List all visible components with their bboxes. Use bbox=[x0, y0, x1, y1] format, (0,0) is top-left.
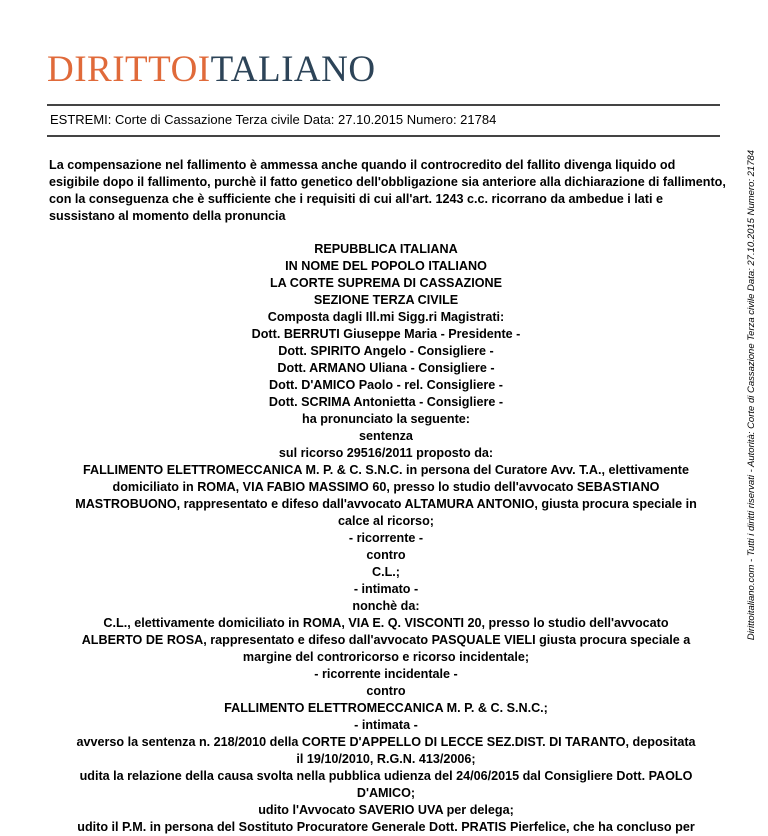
sentence-line: margine del controricorso e ricorso incidentale; bbox=[242, 650, 530, 664]
sentence-line: avverso la sentenza n. 218/2010 della CORTE D'APPELLO DI LECCE SEZ.DIST. DI TARANTO, depositata bbox=[76, 735, 696, 749]
sentence-line: - intimata - bbox=[354, 718, 418, 732]
sentence-line: domiciliato in ROMA, VIA FABIO MASSIMO 60, presso lo studio dell'avvocato SEBASTIANO bbox=[112, 480, 660, 494]
sentence-line: C.L.; bbox=[372, 565, 400, 579]
sentence-line: MASTROBUONO, rappresentato e difeso dall'avvocato ALTAMURA ANTONIO, giusta procura speciale in bbox=[75, 497, 697, 511]
sentence-line: REPUBBLICA ITALIANA bbox=[314, 242, 458, 256]
logo-part-diritto: DIRITTO bbox=[47, 49, 198, 90]
sentence-line: udita la relazione della causa svolta nella pubblica udienza del 24/06/2015 dal Consigliere Dott. PAOLO bbox=[79, 769, 693, 783]
sentence-line: Dott. D'AMICO Paolo - rel. Consigliere - bbox=[269, 378, 503, 392]
sentence-line: FALLIMENTO ELETTROMECCANICA M. P. & C. S.N.C. in persona del Curatore Avv. T.A., elettivamente bbox=[83, 463, 689, 477]
sentence-line: Dott. ARMANO Uliana - Consigliere - bbox=[277, 361, 495, 375]
sentence-line: - ricorrente incidentale - bbox=[314, 667, 458, 681]
estremi-line: ESTREMI: Corte di Cassazione Terza civile Data: 27.10.2015 Numero: 21784 bbox=[50, 112, 497, 127]
sentence-line: IN NOME DEL POPOLO ITALIANO bbox=[285, 259, 487, 273]
sentence-body bbox=[40, 241, 732, 836]
sentence-line: udito il P.M. in persona del Sostituto Procuratore Generale Dott. PRATIS Pierfelice, che ha concluso per bbox=[77, 820, 695, 834]
sentence-line: Dott. SCRIMA Antonietta - Consigliere - bbox=[268, 395, 504, 409]
sentence-line: SEZIONE TERZA CIVILE bbox=[313, 293, 459, 307]
sentence-line: C.L., elettivamente domiciliato in ROMA, VIA E. Q. VISCONTI 20, presso lo studio dell'avvocato bbox=[103, 616, 669, 630]
sentence-line: sul ricorso 29516/2011 proposto da: bbox=[278, 446, 494, 460]
sentence-line: ha pronunciato la seguente: bbox=[302, 412, 470, 426]
sentence-line: - ricorrente - bbox=[348, 531, 424, 545]
sentence-line: Dott. BERRUTI Giuseppe Maria - Presidente - bbox=[251, 327, 521, 341]
sentence-line: sentenza bbox=[359, 429, 413, 443]
header-bottom-rule bbox=[47, 135, 720, 137]
sentence-line: Dott. SPIRITO Angelo - Consigliere - bbox=[278, 344, 494, 358]
sentence-line: nonchè da: bbox=[352, 599, 420, 613]
header-top-rule bbox=[47, 104, 720, 106]
logo-part-taliano: TALIANO bbox=[210, 49, 376, 90]
sentence-line: Composta dagli Ill.mi Sigg.ri Magistrati: bbox=[267, 310, 505, 324]
sentence-line: il 19/10/2010, R.G.N. 413/2006; bbox=[296, 752, 476, 766]
site-logo[interactable] bbox=[47, 48, 376, 92]
logo-part-i: I bbox=[197, 49, 211, 90]
side-copyright-text: Dirittoitaliano.com - Tutti i diritti riservati - Autorità: Corte di Cassazione Terza civile Data: 27.10.2015 Numero: 21784 bbox=[746, 149, 757, 641]
sentence-line: LA CORTE SUPREMA DI CASSAZIONE bbox=[269, 276, 503, 290]
sentence-line: calce al ricorso; bbox=[338, 514, 434, 528]
sentence-line: ALBERTO DE ROSA, rappresentato e difeso dall'avvocato PASQUALE VIELI giusta procura speciale a bbox=[81, 633, 691, 647]
sentence-line: contro bbox=[366, 548, 406, 562]
sentence-line: - intimato - bbox=[353, 582, 419, 596]
sentence-line: contro bbox=[366, 684, 406, 698]
massima-summary: La compensazione nel fallimento è ammessa anche quando il controcredito del fallito divenga liquido od esigibile dopo il fallimento, purchè il fatto genetico dell'obbligazione sia anteriore alla dichiarazione di fallimento, con la conseguenza che è sufficiente che i requisiti di cui all'art. 1243 c.c. ricorrano da ambedue i lati e sussistano al momento della pronuncia bbox=[49, 158, 726, 223]
sentence-line: D'AMICO; bbox=[356, 786, 416, 800]
sentence-line: FALLIMENTO ELETTROMECCANICA M. P. & C. S.N.C.; bbox=[224, 701, 548, 715]
sentence-line: udito l'Avvocato SAVERIO UVA per delega; bbox=[258, 803, 514, 817]
